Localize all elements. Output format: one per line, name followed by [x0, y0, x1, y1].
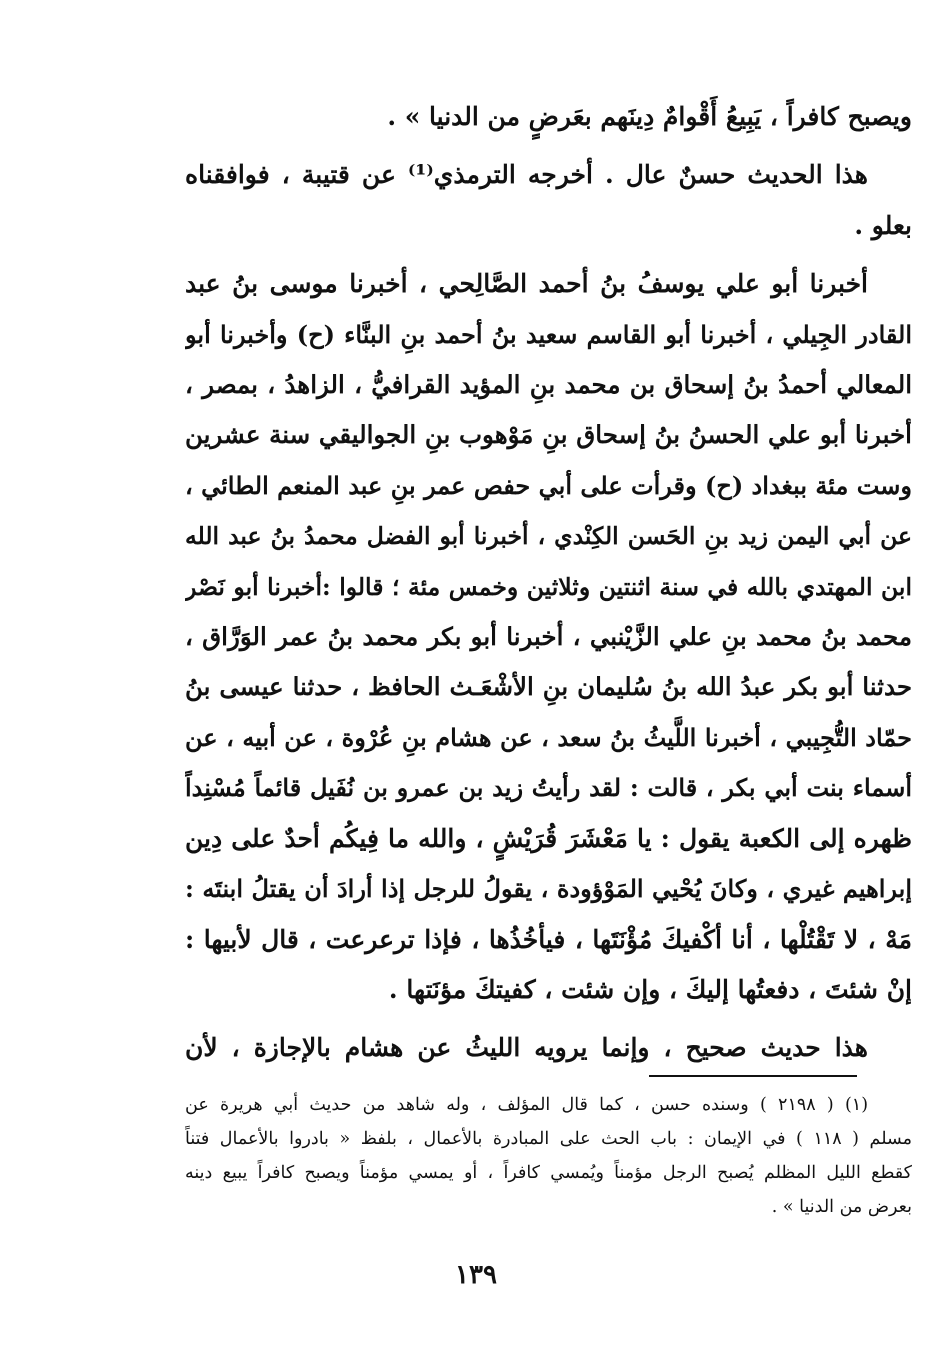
text-line: ابن المهتدي بالله في سنة اثنتين وثلاثين وخمس مئة ؛ قالوا :أخبرنا أبو نَصْر [185, 572, 912, 601]
paragraph-4 [185, 1023, 912, 1073]
paragraph-3 [185, 259, 912, 1015]
footnotes [185, 1088, 912, 1224]
text-line: هذا الحديث حسنٌ عال . أخرجه الترمذي⁽¹⁾ عن قتيبة ، فوافقناه [185, 160, 868, 190]
text-line: ظهره إلى الكعبة يقول : يا مَعْشَرَ قُرَيْشٍ ، والله ما فِيكُم أحدٌ على دِين [185, 823, 912, 853]
text-line: مَهْ ، لا تَقْتُلْها ، أنا أكْفيكَ مُؤْنَتَها ، فيأخُذُها ، فإذا ترعرعت ، قال لأبيها : [185, 924, 912, 954]
text-line: ويصبح كافراً ، يَبِيعُ أَقْوامٌ دِينَهم بعَرضٍ من الدنيا » . [387, 102, 912, 131]
text-line: أخبرنا أبو علي الحسنُ بنُ إسحاق بنِ مَوْهوب بنِ الجواليقي سنة عشرين [185, 420, 912, 450]
text-line: حمّاد التُّجِيبي ، أخبرنا اللَّيثُ بنُ سعد ، عن هشام بنِ عُرْوة ، عن أبيه ، عن [185, 722, 912, 752]
text-line: إنْ شئتَ ، دفعتُها إليكَ ، وإن شئت ، كفيتكَ مؤنَتها . [388, 974, 912, 1004]
text-line: إبراهيم غيري ، وكانَ يُحْيي المَوْؤودة ، يقولُ للرجل إذا أرادَ أن يقتلُ ابنتَه : [185, 874, 912, 904]
footnote-line: بعرض من الدنيا » . [771, 1197, 912, 1217]
footnote-line: مسلم ( ١١٨ ) في الإيمان : باب الحث على المبادرة بالأعمال ، بلفظ « بادروا بالأعمال فتناً [185, 1129, 912, 1149]
text-line: حدثنا أبو بكر عبدُ الله بنُ سُليمان بنِ الأشْعَـث الحافظ ، حدثنا عيسى بنُ [185, 672, 912, 702]
text-line: عن أبي اليمن زيد بنِ الحَسن الكِنْدي ، أخبرنا أبو الفضل محمدُ بنُ عبد الله [185, 522, 912, 551]
paragraph-1 [185, 92, 912, 142]
main-text [185, 92, 912, 1074]
text-line: محمد بنُ محمد بنِ علي الزَّيْنبي ، أخبرنا أبو بكر محمد بنُ عمر الوَرَّاق ، [185, 622, 912, 652]
text-line: وست مئة ببغداد (ح) وقرأت على أبي حفص عمر بنِ عبد المنعم الطائي ، [185, 470, 912, 500]
paragraph-2 [185, 150, 912, 251]
text-line: أسماء بنت أبي بكر ، قالت : لقد رأيتُ زيد بن عمرو بن نُفَيل قائماً مُسْنِداً [185, 773, 912, 803]
text-line: أخبرنا أبو علي يوسفُ بنُ أحمد الصَّالِحي ، أخبرنا موسى بنُ عبد [185, 269, 868, 299]
page-number: ١٣٩ [455, 1260, 497, 1290]
text-line: بعلو . [854, 210, 912, 240]
text-line: المعالي أحمدُ بنُ إسحاق بن محمد بنِ المؤيد القرافيُّ ، الزاهدُ ، بمصر ، [185, 370, 912, 400]
footnote-line: (١) ( ٢١٩٨ ) وسنده حسن ، كما قال المؤلف ، وله شاهد من حديث أبي هريرة عن [185, 1095, 869, 1115]
footnote-line: كقطع الليل المظلم يُصبح الرجل مؤمناً ويُمسي كافراً ، أو يمسي مؤمناً ويصبح كافراً يبيع دينه [185, 1163, 912, 1183]
text-line: هذا حديث صحيح ، وإنما يرويه الليثُ عن هشام بالإجازة ، لأن [185, 1033, 868, 1063]
footnote-separator [649, 1075, 857, 1077]
text-line: القادر الجِيلي ، أخبرنا أبو القاسم سعيد بنُ أحمد بنِ البنَّاء (ح) وأخبرنا أبو [185, 319, 912, 349]
